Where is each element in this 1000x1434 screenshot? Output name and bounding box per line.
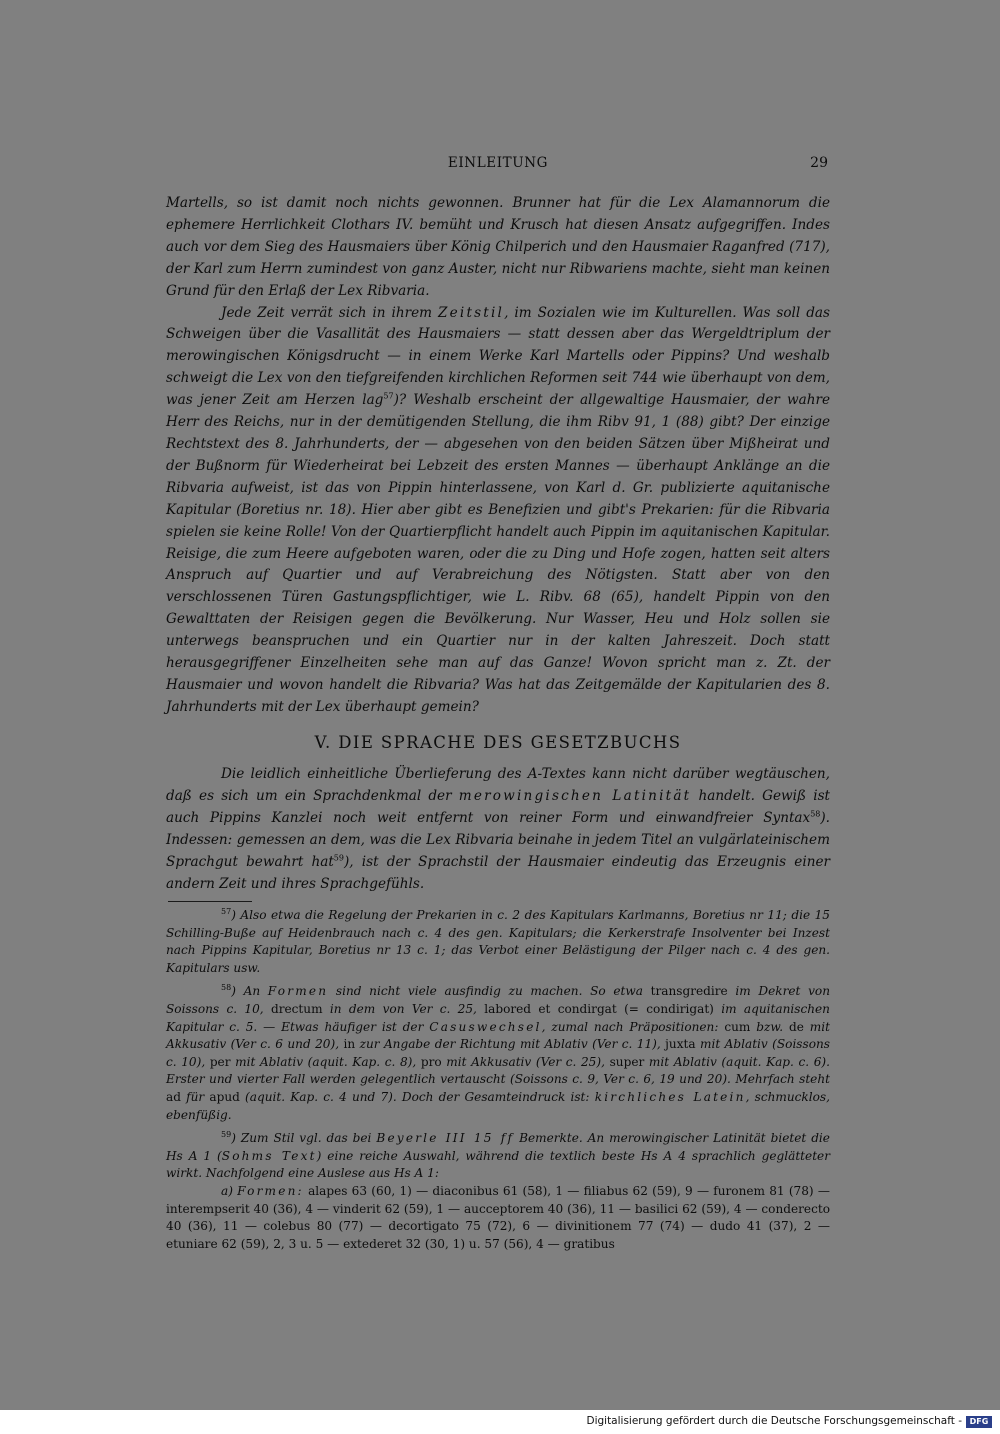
forms-list bbox=[166, 1183, 830, 1253]
fn58-text: mit Akkusativ (Ver c. 25), bbox=[446, 1054, 605, 1069]
fn58-text: mit Ablativ (aquit. Kap. c. 8), bbox=[235, 1054, 417, 1069]
fn58-latin: drectum bbox=[270, 1001, 323, 1016]
fn59-spaced: Beyerle III 15 ff bbox=[376, 1131, 515, 1146]
fn58-latin: apud bbox=[209, 1089, 240, 1104]
fn58-latin: juxta bbox=[665, 1037, 696, 1052]
sec-spaced-term: merowingischen Latinität bbox=[458, 787, 692, 804]
p2-text-c: )? Weshalb erscheint der allgewaltige Hausmaier, der wahre Herr des Reichs, nur in der demütigenden Stellung, die ihm Ribv 91, 1 (88) gibt? Der einzige Rechtstext des 8. Jahrhunderts, der — abgesehen von den beiden Sätzen über Mißheirat und der Bußnorm für Wiederheirat bei Lebzeit des ersten Mannes — überhaupt Anklänge an die Ribvaria aufweist, ist das von Pippin hinterlassene, von Karl d. Gr. publizierte aquitanische Kapitular (Boretius nr. 18). Hier aber gibt es Benefizien und gibt's Prekarien: für die Ribvaria spielen sie keine Rolle! Von der Quartierpflicht handelt auch Pippin im aquitanischen Kapitular. Reisige, die zum Heere aufgeboten waren, oder die zu Ding und Hofe zogen, hatten seit alters Anspruch auf Quartier und auf Verabreichung des Nötigsten. Statt aber von den verschlossenen Türen Gastungspflichtiger, wie L. Ribv. 68 (65), handelt Pippin von den Gewalttaten der Reisigen gegen die Bevölkerung. Nur Wasser, Heu und Holz sollen sie unterwegs beanspruchen und ein Quartier nur in der kalten Jahreszeit. Doch statt herausgegriffener Einzelheiten sehe man auf das Ganze! Wovon spricht man z. Zt. der Hausmaier und wovon handelt die Ribvaria? Was hat das Zeitgemälde der Kapitularien des 8. Jahrhunderts mit der Lex überhaupt gemein? bbox=[166, 392, 831, 715]
sec-text-c: ). Indessen: gemessen an dem, was die Lex Ribvaria beinahe in jedem Titel an vulgärlateinischem Sprachgut bewahrt hat bbox=[166, 809, 830, 870]
main-text bbox=[166, 193, 830, 719]
forms-text: alapes 63 (60, 1) — diaconibus 61 (58), 1 — filiabus 62 (59), 9 — furonem 81 (78) — interempserit 40 (36), 4 — vinderit 62 (59), 1 — aucceptorem 40 (36), 11 — basilici 62 (59), 4 — conderecto 40 (36), 11 — colebus 80 (77) — decortigato 75 (72), 6 — divinitionem 77 (74) — dudo 41 (37), 2 — etuniare 62 (59), 2, 3 u. 5 — extederet 32 (30, 1) u. 57 (56), 4 — gratibus bbox=[166, 1183, 830, 1251]
sec-text-a: Die leidlich einheitliche Überlieferung des A-Textes kann nicht darüber wegtäuschen, daß es sich um ein Sprachdenkmal der bbox=[166, 766, 830, 804]
fn58-spaced: Formen bbox=[267, 984, 329, 999]
fn58-text: in dem von Ver c. 25, bbox=[329, 1001, 477, 1016]
fn58-text: , zumal nach Präpositionen: bbox=[541, 1019, 719, 1034]
fn58-latin: ad bbox=[166, 1089, 181, 1104]
fn58-latin: per bbox=[209, 1054, 231, 1069]
paragraph-2 bbox=[166, 303, 830, 719]
fn58-latin: de bbox=[789, 1019, 804, 1034]
fn59-text: Bemerkte. An merowingischer Latinität bietet die Hs A 1 ( bbox=[166, 1131, 830, 1163]
fn58-latin: pro bbox=[420, 1054, 442, 1069]
fn58-text: mit Ablativ (aquit. Kap. c. 6). Erster und vierter Fall werden gelegentlich vertauscht (Soissons c. 9, Ver c. 6, 19 und 20). Mehrfach steht bbox=[166, 1054, 830, 1087]
fn58-text: mit Akkusativ (Ver c. 6 und 20), bbox=[166, 1019, 830, 1052]
fn58-text: ) An bbox=[231, 984, 261, 999]
p2-text-b: , im Sozialen wie im Kulturellen. Was soll das Schweigen über die Vasallität des Hausmaiers — statt dessen aber das Wergeldtriplum der merowingischen Königsdrucht — in einem Werke Karl Martells oder Pippins? Und weshalb schweigt die Lex von den tiefgreifenden kirchlichen Reformen seit 744 wie überhaupt von dem, was jener Zeit am Herzen lag bbox=[166, 304, 831, 409]
fn58-text: bzw. bbox=[756, 1019, 784, 1034]
fn58-text: sind nicht viele ausfindig zu machen. So etwa bbox=[335, 984, 643, 999]
page-number: 29 bbox=[810, 155, 828, 171]
fn58-text: , schmucklos, ebenfüßig. bbox=[166, 1089, 830, 1122]
sec-text-b: handelt. Gewiß ist auch Pippins Kanzlei noch weit entfernt von reiner Form und einwandfreier Syntax bbox=[166, 787, 831, 826]
footnote-59 bbox=[166, 1130, 830, 1183]
fn58-latin: super bbox=[609, 1054, 645, 1069]
running-title: EINLEITUNG bbox=[447, 155, 549, 171]
footnote-mark-57: 57 bbox=[221, 906, 232, 916]
fn59-spaced: Sohms Text bbox=[221, 1148, 317, 1163]
fn59-text: ) eine reiche Auswahl, während die textlich beste Hs A 4 sprachlich geglätteter wirkt. Nachfolgend eine Auslese aus Hs A 1: bbox=[166, 1148, 830, 1181]
fn58-text: für bbox=[186, 1089, 205, 1104]
fn58-text: mit Ablativ (Soissons c. 10), bbox=[166, 1037, 830, 1069]
footer-bar bbox=[0, 1410, 1000, 1434]
fn58-latin: cum bbox=[724, 1019, 751, 1034]
fn58-spaced: kirchliches Latein bbox=[594, 1089, 746, 1104]
fn58-latin: labored et condirgat (= condirigat) bbox=[484, 1001, 714, 1016]
fn58-text: zur Angabe der Richtung mit Ablativ (Ver c. 11), bbox=[359, 1037, 661, 1052]
forms-label-spaced: Formen: bbox=[237, 1183, 304, 1198]
fn58-text: (aquit. Kap. c. 4 und 7). Doch der Gesamteindruck ist: bbox=[245, 1089, 590, 1104]
footnote-57 bbox=[166, 907, 830, 977]
footnote-ref-57[interactable]: 57 bbox=[383, 391, 394, 401]
footnote-57-text: ) Also etwa die Regelung der Prekarien in c. 2 des Kapitulars Karlmanns, Boretius nr 11; die 15 Schilling-Buße auf Heidenbrauch nach c. 4 des gen. Kapitulars; die Kerkerstrafe Insolventer bei Inzest nach Pippins Kapitular, Boretius nr 13 c. 1; das Verbot einer Belästigung der Pilger nach c. 4 des gen. Kapitulars usw. bbox=[166, 908, 830, 975]
footnote-divider bbox=[168, 901, 252, 902]
fn58-spaced: Casuswechsel bbox=[429, 1019, 542, 1034]
footnote-mark-58: 58 bbox=[221, 983, 232, 993]
funding-credit: Digitalisierung gefördert durch die Deutsche Forschungsgemeinschaft - bbox=[586, 1415, 962, 1427]
footnotes bbox=[166, 907, 830, 1253]
fn58-latin: in bbox=[343, 1037, 356, 1052]
footnote-ref-58[interactable]: 58 bbox=[810, 809, 821, 819]
section-heading: V. DIE SPRACHE DES GESETZBUCHS bbox=[314, 733, 682, 752]
sec-text-d: ), ist der Sprachstil der Hausmaier eindeutig das Erzeugnis einer andern Zeit und ihres Sprachgefühls. bbox=[166, 853, 830, 892]
section-paragraph bbox=[166, 764, 830, 895]
footnote-mark-59: 59 bbox=[221, 1130, 232, 1140]
paragraph-1: Martells, so ist damit noch nichts gewonnen. Brunner hat für die Lex Alamannorum die ephemere Herrlichkeit Clothars IV. bemüht und Krusch hat diesen Ansatz aufgegriffen. Indes auch vor dem Sieg des Hausmaiers über König Chilperich und den Hausmaier Raganfred (717), der Karl zum Herrn zumindest von ganz Auster, nicht nur Ribwariens machte, sieht man keinen Grund für den Erlaß der Lex Ribvaria. bbox=[166, 195, 830, 299]
running-header bbox=[166, 155, 830, 175]
p2-text-a: Jede Zeit verrät sich in ihrem bbox=[221, 304, 433, 321]
dfg-logo[interactable]: DFG bbox=[966, 1416, 992, 1428]
p2-spaced-term: Zeitstil bbox=[438, 304, 505, 321]
fn58-text: im aquitanischen Kapitular c. 5. — Etwas häufiger ist der bbox=[166, 1001, 830, 1034]
fn59-text: ) Zum Stil vgl. das bei bbox=[231, 1131, 372, 1146]
fn58-text: im Dekret von Soissons c. 10, bbox=[166, 984, 830, 1016]
forms-label: a) bbox=[221, 1183, 233, 1198]
footnote-58 bbox=[166, 983, 830, 1124]
footnote-ref-59[interactable]: 59 bbox=[333, 853, 344, 863]
fn58-latin: transgredire bbox=[650, 984, 728, 999]
